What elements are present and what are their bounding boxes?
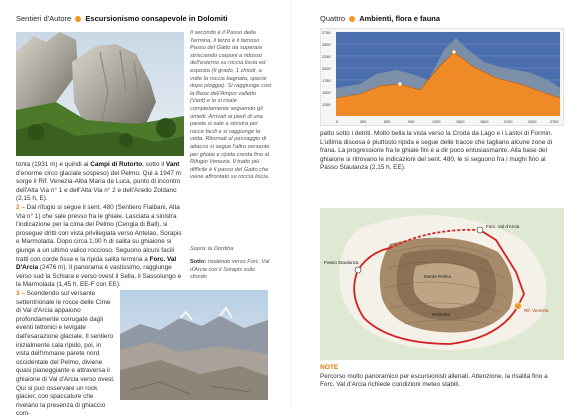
x-tick-label: 2100: [504, 120, 513, 124]
right-page: [292, 0, 582, 409]
sidebar-paragraph: Il secondo è il Passo della Termina, il terzo è il famoso Passo del Gatto da superare strisciando carponi a ridosso dell'esterno su roccia liscia ed esposta (II grado, 1 chiodi, a volte la roccia bagnata, specie dopo pioggia). Si raggiunge così la Base dell'Ampio valletto (Vant) e lo si risale completamente seguendo gli ometti. Arrivati ai piedi di una parete si sale a sinistra per rocce facili e si raggiunge la vetta. Ritornati al passaggio di attacco si segue l'altro versante per ghiaie e ripida cresta fino al Rifugio Venezia. Il tratto più difficile è il passo del Gatto che viene affrontato su roccia liscia.: [190, 30, 272, 181]
left-header-title: Escursionismo consapevole in Dolomiti: [85, 14, 228, 23]
caption-label: Sotto:: [190, 259, 207, 266]
elevation-profile: [320, 28, 564, 126]
right-header-title: Ambienti, flora e fauna: [359, 14, 441, 23]
map-marker: [515, 303, 522, 310]
map-label: Forc. Val d'Arcia: [486, 224, 520, 229]
map-label: Monte Pelmo: [424, 274, 452, 279]
x-tick-label: 600: [384, 120, 391, 124]
left-header-series: Sentieri d'Autore: [16, 14, 72, 23]
x-tick-label: 300: [360, 120, 367, 124]
photo-caption: [190, 246, 272, 282]
step-number: 3 –: [16, 290, 25, 297]
route-map: [320, 208, 564, 360]
left-body-bottom: [16, 290, 116, 419]
body-text: Dal rifugio si segue il sent. 480 (Sentiero Flaibani, Alta Via n° 1) che sale presso fra le ghiaie. Lasciata a sinistra l'indicazione per la cima del Pelmo (Cengia di Ball), si prosegue dritti con vista privilegiata verso Antelao, Sorapis e Marmolada. Dopo circa 1,00 h di salita su ghiaione si giunge a un ultimo valico roccioso. Seguono alcuni facili tratti con corde fisse e la ripida salita termina a: [16, 203, 182, 263]
left-body-top: [16, 161, 186, 290]
right-header-series: Quattro: [320, 14, 346, 23]
x-tick-label: 1800: [480, 120, 489, 124]
place-name: Forc. Val D'Arcia: [16, 255, 177, 272]
body-text: tonta (1931 m) e quindi ai: [16, 161, 89, 168]
y-tick-label: 1250: [322, 103, 331, 107]
body-text: patto sotto i detriti. Molto bella la vista verso la Croda da Lago e i Lastoi di Formin. L'ultima discesa è piuttosto ripida e segue delle tracce che tagliano alcune zone di frana. La progressione fra le ghiaie fini è a dir poco entusiasmante. Alla base del ghiaione si ritrovano le indicazioni del sent. 480, le si seguono fra i mughi fino al Passo Staulanza (2,15 h, EE).: [320, 130, 553, 172]
body-text: , sotto il: [142, 161, 165, 168]
bullet-icon: [349, 16, 355, 22]
left-page: [0, 0, 290, 418]
map-marker: [477, 227, 483, 233]
body-text: (2476 m). Il panorama è vastissimo, raggiunge verso sud la Schiara e verso ovest il Sella, il Sassolungo e la Marmolada (1,45 h, EE-F con EE).: [16, 264, 182, 289]
place-name: Vant: [165, 161, 180, 168]
x-tick-label: 1200: [432, 120, 441, 124]
y-tick-label: 2000: [322, 67, 331, 71]
x-tick-label: 0: [336, 120, 339, 124]
caption-credit: Sopra: la Dordina: [190, 246, 234, 252]
right-header: [320, 14, 440, 23]
y-tick-label: 1500: [322, 91, 331, 95]
step-number: 2 –: [16, 203, 25, 211]
y-tick-label: 2500: [322, 43, 331, 47]
map-label: Rif. Venezia: [524, 308, 549, 313]
left-header: [16, 14, 228, 23]
map-marker: [355, 267, 361, 273]
x-tick-label: 1500: [456, 120, 465, 124]
valley-photo: [120, 290, 268, 400]
body-text: Scendendo sul versante settentrionale le rocce delle Cime di Val d'Arcia appaiono profondamente corrugate dagli eventi tettonici e levigate dall'esarazione glaciale. Il sentiero inizialmente cala ripido, poi, in vista dell'immane parete nord occidentale del Pelmo, diviene quasi pianeggiante e attraversa il ghiaione di Val d'Arcia verso ovest. Qui si può osservare un rock glacier, con spaccature che rivelano la presenza di ghiaccio com-: [16, 290, 115, 418]
x-tick-label: 2400: [528, 120, 537, 124]
place-name: Campi di Rutorto: [90, 161, 143, 168]
caption-text: risalendo verso Forc. Val d'Arcia con il Sorapis sullo sfondo: [190, 259, 270, 281]
mountain-photo: [16, 32, 184, 156]
x-tick-label: 2700: [550, 120, 559, 124]
note-box: [320, 364, 564, 390]
map-label: Pelmetto: [432, 312, 451, 317]
note-text: Percorso molto panoramico per escursionisti allenati. Attenzione, la risalita fino a Forc. Val d'Arcia richiede condizioni meteo stabili.: [320, 372, 548, 389]
body-text: d'enorme circo glaciale sospeso) del Pelmo. Qui a 1947 m sorge il Rif. Venezia-Alba Maria de Luca, punto di incontro dell'Alta Via n° 1 e dell'Alta Via n° 2 e dell'Anello Zoldano (2,15 h, E).: [16, 169, 181, 203]
y-tick-label: 2750: [322, 31, 331, 35]
right-body-text: [320, 130, 564, 173]
y-tick-label: 2250: [322, 55, 331, 59]
x-tick-label: 900: [408, 120, 415, 124]
bullet-icon: [75, 16, 81, 22]
map-label: Passo Staulanza: [324, 260, 359, 265]
y-tick-label: 1750: [322, 79, 331, 83]
sidebar-text: [190, 30, 272, 182]
note-title: NOTE: [320, 364, 339, 371]
